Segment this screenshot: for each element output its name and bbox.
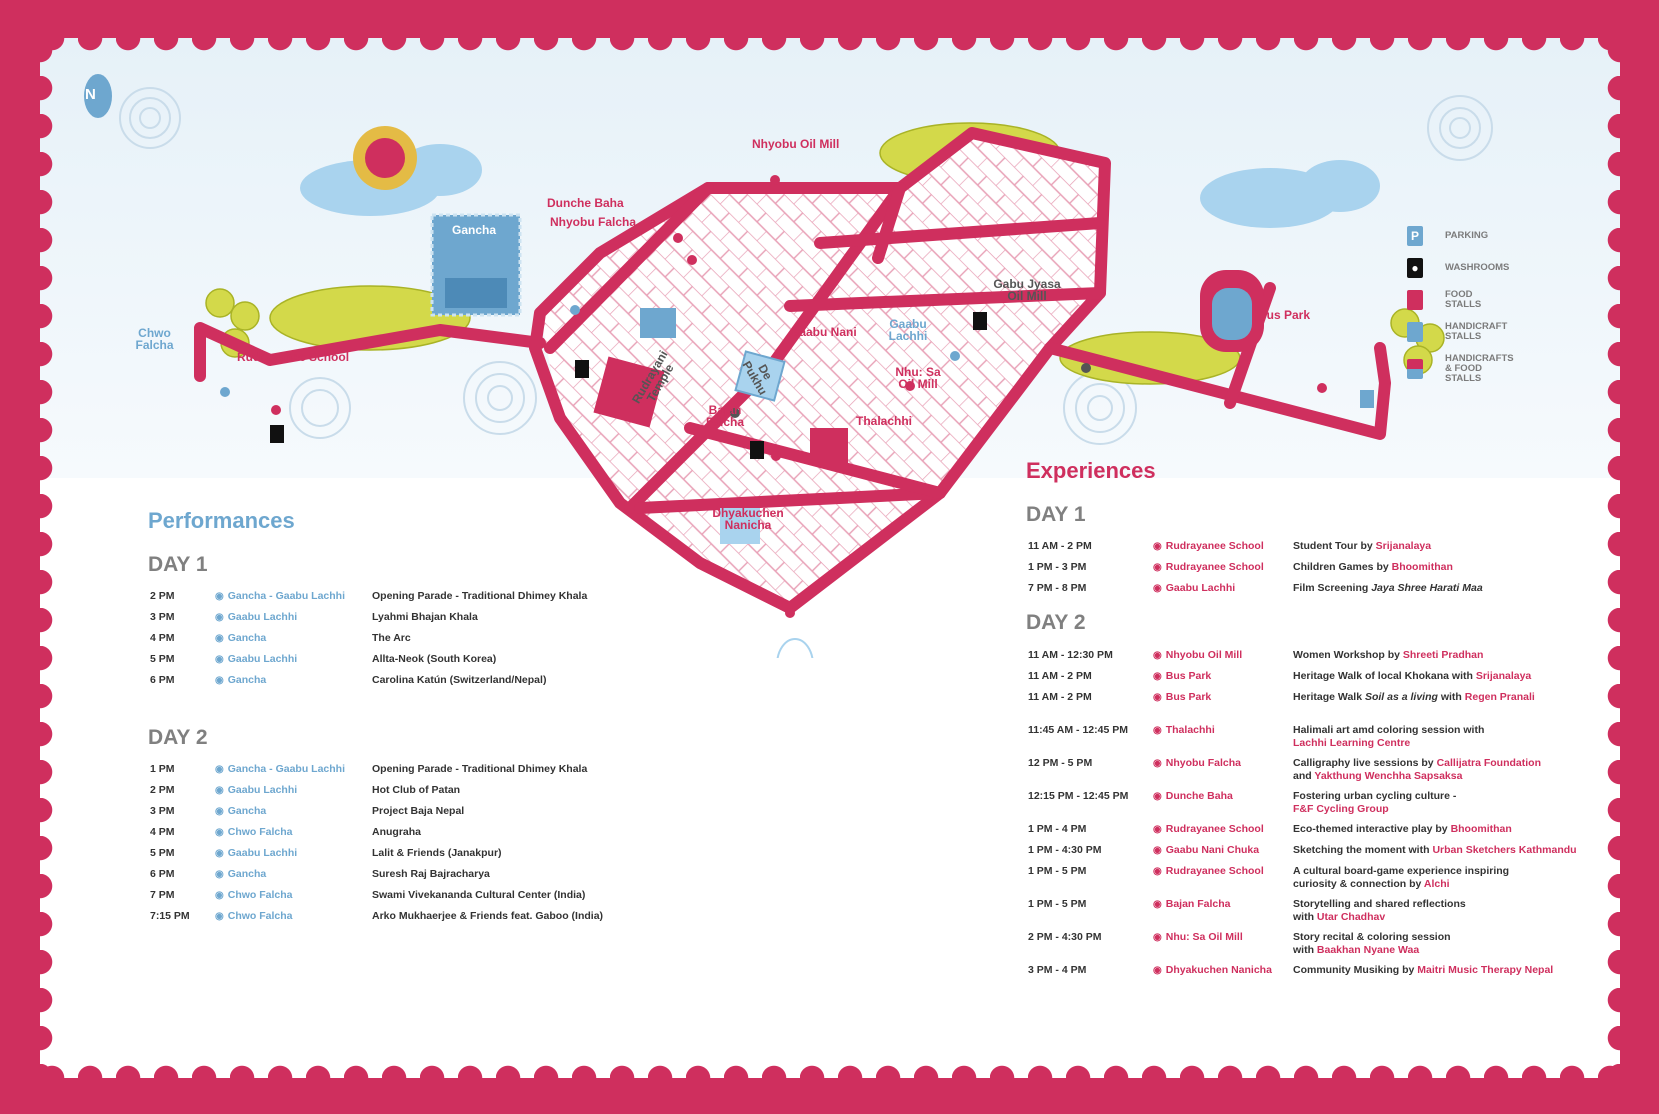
location-pin-icon: ◉: [1153, 899, 1162, 910]
location-pin-icon: ◉: [1153, 650, 1162, 661]
activity-text: Allta-Neok (South Korea): [372, 653, 497, 665]
label-nhyobu-falcha: Nhyobu Falcha: [550, 215, 637, 229]
location-pin-icon: ◉: [215, 764, 224, 775]
schedule-time: 1 PM - 5 PM: [1028, 898, 1087, 910]
location-pin-icon: ◉: [215, 806, 224, 817]
activity-text: Children Games by: [1293, 561, 1392, 573]
schedule-activity: [1293, 670, 1583, 691]
venue-name: Gancha: [227, 632, 267, 644]
label-rudrayani-temple: Rudrayani Temple: [629, 348, 677, 406]
activity-host: Bhoomithan: [1450, 823, 1512, 835]
activity-host: Utar Chadhav: [1316, 911, 1386, 923]
schedule-activity: [372, 611, 622, 632]
activity-text: Opening Parade - Traditional Dhimey Khala: [372, 590, 588, 602]
venue-name: Gancha: [227, 674, 267, 686]
schedule-activity: [1293, 582, 1583, 603]
schedule-venue: [1153, 964, 1293, 985]
activity-text: Storytelling and shared reflections: [1293, 898, 1466, 910]
sun-decoration: [353, 126, 417, 190]
legend-item: [1407, 226, 1525, 246]
handicraft-stall-icon: [1407, 322, 1423, 342]
schedule-time: 1 PM - 4:30 PM: [1028, 844, 1102, 856]
location-pin-icon: ◉: [215, 675, 224, 686]
activity-text: Film Screening: [1293, 582, 1372, 594]
activity-text: A cultural board-game experience inspiring: [1293, 865, 1510, 877]
activity-text: Opening Parade - Traditional Dhimey Khala: [372, 763, 588, 775]
schedule-activity: [1293, 561, 1583, 582]
venue-name: Gaabu Lachhi: [227, 784, 298, 796]
schedule-row: [1028, 790, 1583, 823]
location-pin-icon: ◉: [1153, 845, 1162, 856]
schedule-venue: [1153, 790, 1293, 823]
activity-text: Swami Vivekananda Cultural Center (India): [372, 889, 586, 901]
activity-title: Soil as a living: [1364, 691, 1438, 703]
activity-text: Arko Mukhaerjee & Friends feat. Gaboo (India): [372, 910, 604, 922]
activity-text: curiosity & connection by: [1293, 878, 1424, 890]
label-chwo-falcha: Chwo Falcha: [135, 326, 174, 352]
schedule-venue: [215, 763, 372, 784]
location-pin-icon: ◉: [215, 785, 224, 796]
schedule-row: [1028, 691, 1583, 724]
stamp-sheet: [40, 38, 1620, 1078]
parking-icon: P: [1407, 226, 1423, 246]
experiences-day1-title: DAY 1: [1026, 503, 1086, 526]
activity-text: Lalit & Friends (Janakpur): [372, 847, 502, 859]
location-pin-icon: ◉: [1153, 824, 1162, 835]
footprint-decoration: [777, 639, 900, 658]
schedule-venue: [215, 611, 372, 632]
venue-name: Chwo Falcha: [227, 889, 293, 901]
schedule-venue: [1153, 691, 1293, 724]
schedule-venue: [215, 847, 372, 868]
venue-name: Dunche Baha: [1165, 790, 1233, 802]
location-pin-icon: ◉: [1153, 583, 1162, 594]
activity-text: Sketching the moment with: [1293, 844, 1433, 856]
activity-text: with: [1293, 944, 1317, 956]
parking-marker: [1360, 390, 1374, 408]
label-de-pukhu: De Pukhu: [739, 358, 776, 398]
stamp-perforation-right: [1598, 38, 1620, 1078]
label-nhyobu-oil-mill: Nhyobu Oil Mill: [752, 137, 840, 151]
venue-name: Gaabu Lachhi: [1165, 582, 1236, 594]
legend-label: HANDICRAFTS & FOOD STALLS: [1445, 353, 1514, 384]
schedule-row: [1028, 724, 1583, 757]
schedule-time: 3 PM: [150, 611, 175, 623]
schedule-time: 11 AM - 2 PM: [1028, 691, 1092, 703]
experiences-title: Experiences: [1026, 458, 1156, 483]
schedule-venue: [215, 674, 372, 695]
schedule-venue: [1153, 561, 1293, 582]
schedule-row: [150, 805, 622, 826]
schedule-activity: [1293, 931, 1583, 964]
venue-name: Dhyakuchen Nanicha: [1165, 964, 1272, 976]
location-pin-icon: ◉: [215, 848, 224, 859]
venue-name: Bus Park: [1165, 691, 1212, 703]
label-dhyakuchen-nanicha: Dhyakuchen Nanicha: [712, 506, 784, 532]
schedule-venue: [1153, 540, 1293, 561]
venue-name: Thalachhi: [1165, 724, 1215, 736]
activity-host: Baakhan Nyane Waa: [1316, 944, 1420, 956]
legend-label: FOOD STALLS: [1445, 289, 1482, 310]
stamp-perforation-left: [40, 38, 62, 1078]
legend-item: [1407, 354, 1525, 384]
venue-name: Gancha: [227, 868, 267, 880]
label-gancha: Gancha: [452, 223, 497, 237]
activity-text: Community Musiking by: [1293, 964, 1418, 976]
schedule-row: [150, 632, 622, 653]
location-pin-icon: ◉: [1153, 725, 1162, 736]
schedule-time: 7 PM - 8 PM: [1028, 582, 1087, 594]
venue-name: Nhyobu Oil Mill: [1165, 649, 1243, 661]
schedule-row: [1028, 649, 1583, 670]
schedule-time: 4 PM: [150, 632, 175, 644]
label-nhu-sa-oil-mill: Nhu: Sa Oil Mill: [895, 365, 941, 391]
schedule-venue: [1153, 649, 1293, 670]
label-thalachhi: Thalachhi: [856, 414, 913, 428]
schedule-venue: [215, 805, 372, 826]
schedule-activity: [372, 784, 622, 805]
schedule-time: 1 PM - 3 PM: [1028, 561, 1087, 573]
schedule-activity: [372, 632, 622, 653]
venue-name: Bajan Falcha: [1165, 898, 1231, 910]
schedule-activity: [1293, 790, 1583, 823]
map-legend: [1407, 226, 1525, 396]
schedule-row: [1028, 931, 1583, 964]
schedule-activity: [372, 763, 622, 784]
location-pin-icon: ◉: [1153, 758, 1162, 769]
schedule-row: [150, 784, 622, 805]
experiences-day2-table: [1028, 649, 1583, 985]
schedule-venue: [215, 889, 372, 910]
location-pin-icon: ◉: [215, 612, 224, 623]
legend-label: PARKING: [1445, 230, 1489, 241]
schedule-venue: [215, 826, 372, 847]
schedule-time: 3 PM - 4 PM: [1028, 964, 1087, 976]
experiences-day2-title: DAY 2: [1026, 611, 1086, 634]
schedule-activity: [372, 868, 622, 889]
activity-host: Yakthung Wenchha Sapsaksa: [1314, 770, 1463, 782]
activity-host: Shreeti Pradhan: [1402, 649, 1484, 661]
schedule-row: [150, 826, 622, 847]
schedule-venue: [215, 590, 372, 611]
schedule-time: 6 PM: [150, 868, 175, 880]
schedule-venue: [1153, 670, 1293, 691]
schedule-row: [150, 868, 622, 889]
schedule-activity: [1293, 898, 1583, 931]
mask-decoration: [1200, 270, 1264, 352]
activity-host: Urban Sketchers Kathmandu: [1432, 844, 1577, 856]
activity-text: Suresh Raj Bajracharya: [372, 868, 490, 880]
venue-name: Chwo Falcha: [227, 826, 293, 838]
schedule-activity: [372, 653, 622, 674]
location-pin-icon: ◉: [215, 654, 224, 665]
activity-text: Fostering urban cycling culture -: [1293, 790, 1457, 802]
label-bajan-falcha: Bajan Falcha: [705, 403, 744, 429]
venue-name: Gaabu Nani Chuka: [1165, 844, 1260, 856]
schedule-row: [1028, 823, 1583, 844]
legend-label: HANDICRAFT STALLS: [1445, 321, 1508, 342]
schedule-time: 1 PM - 4 PM: [1028, 823, 1087, 835]
activity-text: Calligraphy live sessions by: [1293, 757, 1437, 769]
activity-text: Carolina Katún (Switzerland/Nepal): [372, 674, 547, 686]
schedule-row: [150, 847, 622, 868]
schedule-row: [150, 590, 622, 611]
legend-item: [1407, 290, 1525, 310]
performances-day2-title: DAY 2: [148, 726, 208, 749]
label-rudrayanee-school: Rudrayanee School: [237, 350, 350, 364]
location-pin-icon: ◉: [215, 890, 224, 901]
schedule-activity: [372, 889, 622, 910]
activity-text: Student Tour by: [1293, 540, 1376, 552]
activity-host: Srijanalaya: [1375, 540, 1432, 552]
label-gabu-jyasa-oil-mill: Gabu Jyasa Oil Mill: [993, 277, 1061, 303]
schedule-venue: [1153, 931, 1293, 964]
schedule-venue: [215, 653, 372, 674]
venue-name: Gaabu Lachhi: [227, 847, 298, 859]
activity-text: Heritage Walk: [1293, 691, 1365, 703]
schedule-activity: [372, 910, 622, 931]
schedule-venue: [215, 910, 372, 931]
schedule-activity: [1293, 844, 1583, 865]
activity-text: with: [1293, 911, 1317, 923]
activity-text: Heritage Walk of local Khokana with: [1293, 670, 1476, 682]
schedule-row: [150, 910, 622, 931]
washroom-icon: ●: [1407, 258, 1423, 278]
performances-title: Performances: [148, 508, 295, 533]
activity-host: Callijatra Foundation: [1436, 757, 1541, 769]
schedule-time: 11 AM - 2 PM: [1028, 540, 1092, 552]
venue-name: Gancha: [227, 805, 267, 817]
label-dunche-baha: Dunche Baha: [547, 196, 624, 210]
schedule-row: [1028, 582, 1583, 603]
schedule-venue: [215, 632, 372, 653]
venue-name: Rudrayanee School: [1165, 561, 1264, 573]
schedule-venue: [1153, 582, 1293, 603]
schedule-activity: [1293, 757, 1583, 790]
activity-host: Alchi: [1423, 878, 1450, 890]
schedule-activity: [1293, 823, 1583, 844]
schedule-time: 6 PM: [150, 674, 175, 686]
schedule-venue: [1153, 865, 1293, 898]
label-gaabu-nani: Gaabu Nani: [790, 325, 857, 339]
activity-text: The Arc: [372, 632, 411, 644]
schedule-time: 12:15 PM - 12:45 PM: [1028, 790, 1129, 802]
venue-name: Gaabu Lachhi: [227, 653, 298, 665]
schedule-time: 5 PM: [150, 653, 175, 665]
schedule-venue: [1153, 724, 1293, 757]
schedule-time: 5 PM: [150, 847, 175, 859]
stamp-perforation-bottom: [40, 1056, 1620, 1078]
performances-day2-table: [150, 763, 622, 931]
north-label: N: [85, 86, 96, 103]
activity-text: Story recital & coloring session: [1293, 931, 1451, 943]
schedule-time: 7 PM: [150, 889, 175, 901]
schedule-row: [1028, 757, 1583, 790]
activity-title: Jaya Shree Harati Maa: [1371, 582, 1483, 594]
legend-label: WASHROOMS: [1445, 262, 1510, 273]
location-pin-icon: ◉: [1153, 791, 1162, 802]
schedule-row: [150, 653, 622, 674]
location-pin-icon: ◉: [1153, 965, 1162, 976]
legend-item: [1407, 322, 1525, 342]
schedule-activity: [1293, 649, 1583, 670]
activity-text: Anugraha: [372, 826, 422, 838]
schedule-row: [150, 763, 622, 784]
schedule-venue: [1153, 898, 1293, 931]
location-pin-icon: ◉: [215, 633, 224, 644]
schedule-activity: [1293, 540, 1583, 561]
venue-name: Nhyobu Falcha: [1165, 757, 1241, 769]
schedule-venue: [215, 784, 372, 805]
schedule-time: 1 PM - 5 PM: [1028, 865, 1087, 877]
location-pin-icon: ◉: [215, 827, 224, 838]
schedule-row: [150, 674, 622, 695]
food-stall-icon: [1407, 290, 1423, 310]
activity-host: F&F Cycling Group: [1293, 803, 1389, 815]
schedule-venue: [215, 868, 372, 889]
schedule-row: [1028, 865, 1583, 898]
schedule-time: 2 PM: [150, 784, 175, 796]
stamp-perforation-top: [40, 38, 1620, 60]
venue-name: Gaabu Lachhi: [227, 611, 298, 623]
venue-name: Bus Park: [1165, 670, 1212, 682]
location-pin-icon: ◉: [1153, 562, 1162, 573]
label-gaabu-lachhi: Gaabu Lachhi: [888, 317, 928, 343]
venue-name: Gancha - Gaabu Lachhi: [227, 763, 346, 775]
schedule-time: 12 PM - 5 PM: [1028, 757, 1093, 769]
schedule-activity: [1293, 691, 1583, 724]
activity-text: and: [1293, 770, 1315, 782]
schedule-activity: [1293, 724, 1583, 757]
activity-host: Maitri Music Therapy Nepal: [1417, 964, 1554, 976]
schedule-time: 2 PM - 4:30 PM: [1028, 931, 1102, 943]
schedule-time: 11 AM - 12:30 PM: [1028, 649, 1113, 661]
activity-host: Bhoomithan: [1391, 561, 1453, 573]
label-bus-park: Bus Park: [1258, 308, 1311, 322]
schedule-time: 11 AM - 2 PM: [1028, 670, 1092, 682]
activity-text: Eco-themed interactive play by: [1293, 823, 1451, 835]
schedule-time: 2 PM: [150, 590, 175, 602]
performances-day1-title: DAY 1: [148, 553, 208, 576]
activity-host: Regen Pranali: [1464, 691, 1535, 703]
schedule-row: [150, 611, 622, 632]
location-pin-icon: ◉: [1153, 692, 1162, 703]
location-pin-icon: ◉: [215, 911, 224, 922]
schedule-row: [1028, 540, 1583, 561]
schedule-activity: [372, 847, 622, 868]
schedule-activity: [1293, 865, 1583, 898]
schedule-row: [1028, 898, 1583, 931]
schedule-venue: [1153, 823, 1293, 844]
activity-host: Lachhi Learning Centre: [1293, 737, 1411, 749]
schedule-row: [1028, 670, 1583, 691]
schedule-activity: [372, 805, 622, 826]
venue-name: Rudrayanee School: [1165, 540, 1264, 552]
activity-text: Project Baja Nepal: [372, 805, 465, 817]
activity-host: Srijanalaya: [1475, 670, 1532, 682]
venue-name: Chwo Falcha: [227, 910, 293, 922]
experiences-day1-table: [1028, 540, 1583, 603]
schedule-time: 3 PM: [150, 805, 175, 817]
schedule-row: [150, 889, 622, 910]
location-pin-icon: ◉: [1153, 671, 1162, 682]
schedule-activity: [372, 674, 622, 695]
venue-name: Rudrayanee School: [1165, 865, 1264, 877]
schedule-time: 1 PM: [150, 763, 175, 775]
schedule-time: 4 PM: [150, 826, 175, 838]
schedule-row: [1028, 964, 1583, 985]
schedule-row: [1028, 844, 1583, 865]
schedule-time: 7:15 PM: [150, 910, 190, 922]
activity-text: Hot Club of Patan: [372, 784, 461, 796]
legend-item: [1407, 258, 1525, 278]
handicrafts-food-stall-icon: [1407, 359, 1423, 379]
location-pin-icon: ◉: [215, 869, 224, 880]
venue-name: Rudrayanee School: [1165, 823, 1264, 835]
activity-text: Lyahmi Bhajan Khala: [372, 611, 478, 623]
schedule-activity: [372, 826, 622, 847]
location-pin-icon: ◉: [1153, 541, 1162, 552]
location-pin-icon: ◉: [1153, 866, 1162, 877]
schedule-activity: [372, 590, 622, 611]
activity-text: with: [1437, 691, 1465, 703]
venue-name: Nhu: Sa Oil Mill: [1165, 931, 1243, 943]
schedule-venue: [1153, 757, 1293, 790]
schedule-venue: [1153, 844, 1293, 865]
performances-day1-table: [150, 590, 622, 695]
location-pin-icon: ◉: [215, 591, 224, 602]
schedule-row: [1028, 561, 1583, 582]
schedule-activity: [1293, 964, 1583, 985]
schedule-time: 11:45 AM - 12:45 PM: [1028, 724, 1128, 736]
activity-text: Women Workshop by: [1293, 649, 1403, 661]
activity-text: Halimali art amd coloring session with: [1293, 724, 1485, 736]
venue-name: Gancha - Gaabu Lachhi: [227, 590, 346, 602]
location-pin-icon: ◉: [1153, 932, 1162, 943]
